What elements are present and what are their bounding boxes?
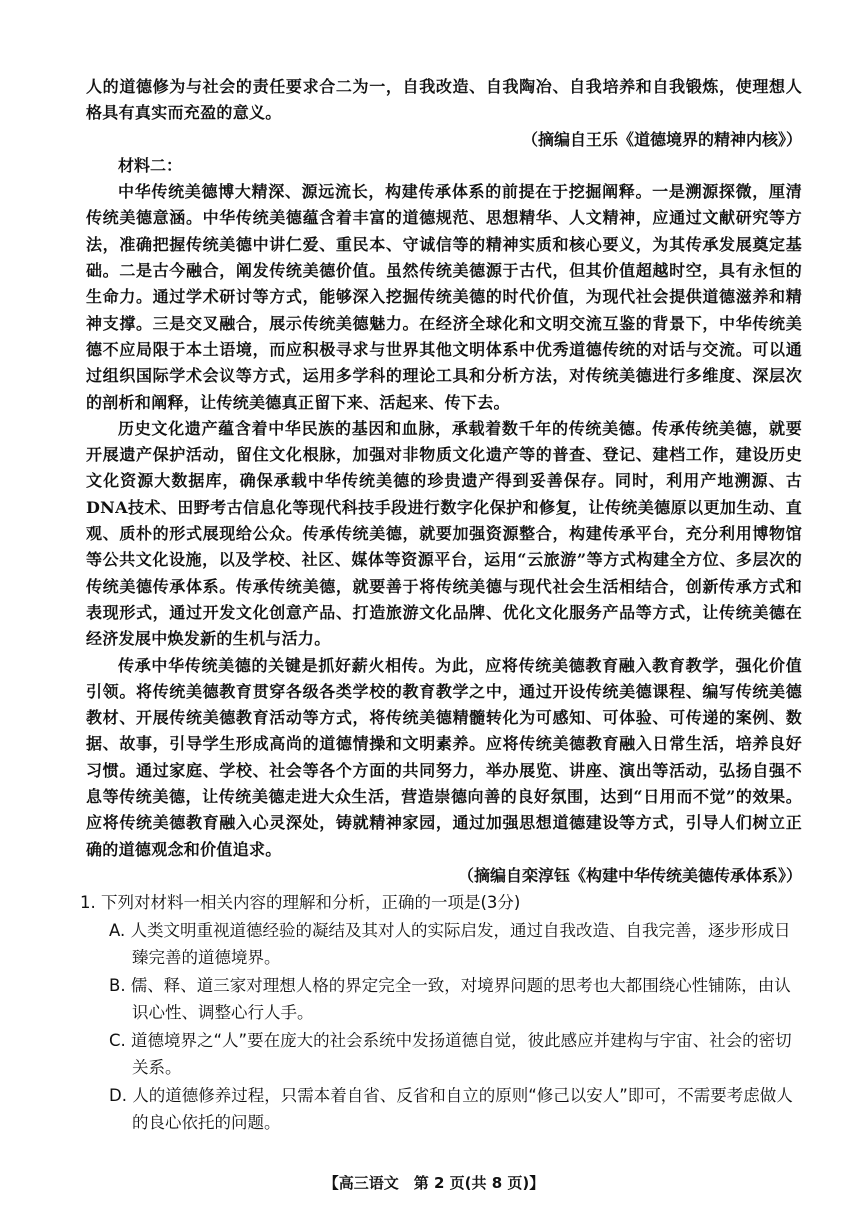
material1-source: （摘编自王乐《道德境界的精神内核》） (521, 129, 802, 149)
question-1-stem: 1. 下列对材料一相关内容的理解和分析，正确的一项是(3分) (80, 893, 521, 913)
material2-heading: 材料二： (118, 155, 183, 175)
question-1-option-d: D. 人的道德修养过程，只需本着自省、反省和自立的原则“修己以安人”即可，不需要考虑做人的良心依托的问题。 (109, 1085, 793, 1133)
material2-paragraph-2: 历史文化遗产蕴含着中华民族的基因和血脉，承载着数千年的传统美德。传承传统美德，就要开展遗产保护活动，留住文化根脉，加强对非物质文化遗产等的普查、登记、建档工作，建设历史文化资源大数据库，确保承载中华传统美德的珍贵遗产得到妥善保存。同时，利用产地溯源、古DNA技术、田野考古信息化等现代科技手段进行数字化保护和修复，让传统美德原以更加生动、直观、质朴的形式展现给公众。传承传统美德，就要加强资源整合，构建传承平台，充分利用博物馆等公共文化设施，以及学校、社区、媒体等资源平台，运用“云旅游”等方式构建全方位、多层次的传统美德传承体系。传承传统美德，就要善于将传统美德与现代社会生活相结合，创新传承方式和表现形式，通过开发文化创意产品、打造旅游文化品牌、优化文化服务产品等方式，让传统美德在经济发展中焕发新的生机与活力。 (86, 418, 802, 649)
question-1-option-c: C. 道德境界之“人”要在庞大的社会系统中发扬道德自觉，彼此感应并建构与宇宙、社会的密切关系。 (109, 1030, 792, 1078)
material2-paragraph-3: 传承中华传统美德的关键是抓好薪火相传。为此，应将传统美德教育融入教育教学，强化价值引领。将传统美德教育贯穿各级各类学校的教育教学之中，通过开设传统美德课程、编写传统美德教材、开展传统美德教育活动等方式，将传统美德精髓转化为可感知、可体验、可传递的案例、数据、故事，引导学生形成高尚的道德情操和文明素养。应将传统美德教育融入日常生活，培养良好习惯。通过家庭、学校、社会等各个方面的共同努力，举办展览、讲座、演出等活动，弘扬自强不息等传统美德，让传统美德走进大众生活，营造崇德向善的良好氛围，达到“日用而不觉”的效果。应将传统美德教育融入心灵深处，铸就精神家园，通过加强思想道德建设等方式，引导人们树立正确的道德观念和价值追求。 (86, 655, 802, 859)
material1-closing-paragraph: 人的道德修为与社会的责任要求合二为一，自我改造、自我陶冶、自我培养和自我锻炼，使理想人格具有真实而充盈的意义。 (86, 77, 802, 123)
question-1-option-b: B. 儒、释、道三家对理想人格的界定完全一致，对境界问题的思考也大都围绕心性铺陈，由认识心性、调整心行人手。 (109, 975, 791, 1023)
material2-paragraph-1: 中华传统美德博大精深、源远流长，构建传承体系的前提在于挖掘阐释。一是溯源探微，厘清传统美德意涵。中华传统美德蕴含着丰富的道德规范、思想精华、人文精神，应通过文献研究等方法，准确把握传统美德中讲仁爱、重民本、守诚信等的精神实质和核心要义，为其传承发展奠定基础。二是古今融合，阐发传统美德价值。虽然传统美德源于古代，但其价值超越时空，具有永恒的生命力。通过学术研讨等方式，能够深入挖掘传统美德的时代价值，为现代社会提供道德滋养和精神支撑。三是交叉融合，展示传统美德魅力。在经济全球化和文明交流互鉴的背景下，中华传统美德不应局限于本土语境，而应积极寻求与世界其他文明体系中优秀道德传统的对话与交流。可以通过组织国际学术会议等方式，运用多学科的理论工具和分析方法，对传统美德进行多维度、深层次的剖析和阐释，让传统美德真正留下来、活起来、传下去。 (86, 182, 802, 412)
question-1-option-a: A. 人类文明重视道德经验的凝结及其对人的实际启发，通过自我改造、自我完善，逐步形成日臻完善的道德境界。 (109, 920, 791, 968)
material2-source: （摘编自栾淳钰《构建中华传统美德传承体系》） (457, 865, 802, 885)
page-footer: 【高三语文 第 2 页(共 8 页)】 (323, 1174, 545, 1192)
